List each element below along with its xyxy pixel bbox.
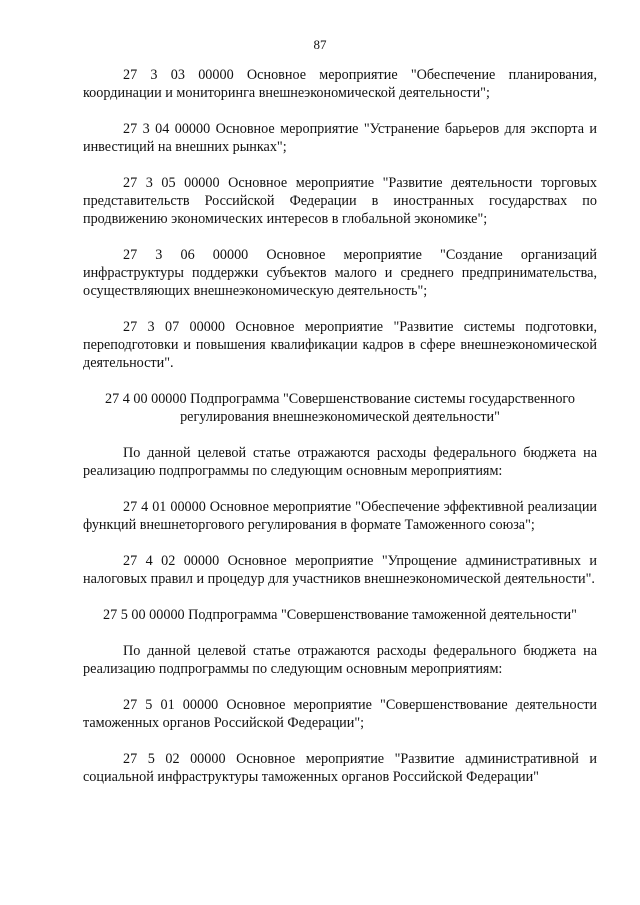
- page-number: 87: [313, 37, 327, 52]
- paragraph-27-5-02: 27 5 02 00000 Основное мероприятие "Развитие административной и социальной инфраструктуры таможенных органов Российской Федерации": [83, 751, 597, 785]
- subprogram-heading-27-5: 27 5 00 00000 Подпрограмма "Совершенствование таможенной деятельности": [103, 607, 577, 623]
- paragraph-27-3-05: 27 3 05 00000 Основное мероприятие "Развитие деятельности торговых представительств Российской Федерации в иностранных государствах по продвижению экономических интересов в глобальной экономике";: [83, 175, 597, 227]
- paragraph-expenses-intro-2: По данной целевой статье отражаются расходы федерального бюджета на реализацию подпрограммы по следующим основным мероприятиям:: [83, 643, 597, 677]
- subprogram-heading-27-4: 27 4 00 00000 Подпрограмма "Совершенствование системы государственного регулирования внешнеэкономической деятельности": [105, 391, 575, 425]
- paragraph-expenses-intro-1: По данной целевой статье отражаются расходы федерального бюджета на реализацию подпрограммы по следующим основным мероприятиям:: [83, 445, 597, 479]
- paragraph-27-3-06: 27 3 06 00000 Основное мероприятие "Создание организаций инфраструктуры поддержки субъектов малого и среднего предпринимательства, осуществляющих внешнеэкономическую деятельность";: [83, 247, 597, 299]
- paragraph-27-3-03: 27 3 03 00000 Основное мероприятие "Обеспечение планирования, координации и мониторинга внешнеэкономической деятельности";: [83, 67, 597, 101]
- paragraph-27-5-01: 27 5 01 00000 Основное мероприятие "Совершенствование деятельности таможенных органов Российской Федерации";: [83, 697, 597, 731]
- paragraph-27-3-04: 27 3 04 00000 Основное мероприятие "Устранение барьеров для экспорта и инвестиций на внешних рынках";: [83, 121, 597, 155]
- paragraph-27-3-07: 27 3 07 00000 Основное мероприятие "Развитие системы подготовки, переподготовки и повышения квалификации кадров в сфере внешнеэкономической деятельности".: [83, 319, 597, 371]
- paragraph-27-4-01: 27 4 01 00000 Основное мероприятие "Обеспечение эффективной реализации функций внешнеторгового регулирования в формате Таможенного союза";: [83, 499, 597, 533]
- paragraph-27-4-02: 27 4 02 00000 Основное мероприятие "Упрощение административных и налоговых правил и процедур для участников внешнеэкономической деятельности".: [83, 553, 597, 587]
- document-body: [83, 66, 597, 786]
